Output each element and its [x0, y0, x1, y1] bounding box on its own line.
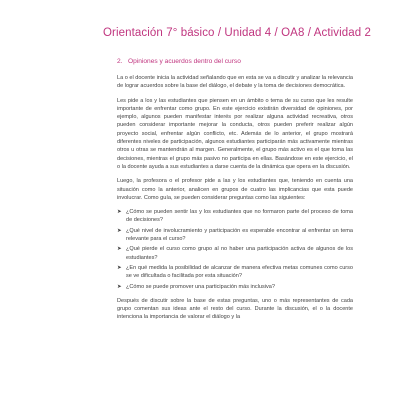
question-item [117, 283, 353, 291]
document-title: Orientación 7° básico / Unidad 4 / OA8 / Actividad 2 [103, 27, 372, 39]
question-text: ¿En qué medida la posibilidad de alcanzar de manera efectiva metas comunes como curso se ve dificultada o facilitada por esta situación? [126, 264, 353, 280]
question-text: ¿Qué pierde el curso como grupo al no haber una participación activa de algunos de los estudiantes? [126, 246, 353, 261]
closing-paragraph: Después de discutir sobre la base de estas preguntas, uno o más representantes de cada grupo comentan sus ideas ante el resto del curso. Durante la discusión, el o la docente intenciona la importancia de valorar el diálogo y la [117, 297, 353, 321]
arrow-bullet-icon: ➤ [117, 227, 122, 234]
question-text: ¿Cómo se puede promover una participación más inclusiva? [126, 283, 275, 290]
intro-paragraph: La o el docente inicia la actividad señalando que en esta se va a discutir y analizar la relevancia de lograr acuerdos sobre la base del diálogo, el debate y la toma de decisiones democrática. [117, 75, 353, 90]
question-text: ¿Cómo se pueden sentir las y los estudiantes que no formaron parte del proceso de toma de decisiones? [126, 209, 353, 224]
section-heading: 2. Opiniones y acuerdos dentro del curso [117, 58, 241, 65]
arrow-bullet-icon: ➤ [117, 264, 122, 271]
question-item [117, 245, 353, 262]
arrow-bullet-icon: ➤ [117, 209, 122, 216]
question-list [117, 208, 353, 291]
question-item [117, 208, 353, 225]
question-item [117, 264, 353, 281]
body-paragraph: Les pide a los y las estudiantes que piensen en un ámbito o tema de su curso que les resulte importante de enfrentar como grupo. En este ejercicio existirán diversidad de opiniones, por ejemplo, algunos pueden manifestar interés por realizar alguna actividad recreativa, otros pueden considerar importante mejorar la conducta, otros pueden preferir realizar algún proyecto social, enfrentar algún conflicto, etc. Además de lo anterior, el grupo mostrará diferentes niveles de participación, algunos estudiantes participarán más activamente mientras otros u otras se mantendrán al margen. Generalmente, el grupo más activo es el que toma las decisiones, mientras el grupo más pasivo no participa en ellas. Basándose en este ejercicio, el o la docente ayuda a sus estudiantes a darse cuenta de la dinámica que opera en la discusión. [117, 97, 353, 170]
arrow-bullet-icon: ➤ [117, 283, 122, 290]
arrow-bullet-icon: ➤ [117, 246, 122, 253]
document-body [117, 74, 353, 328]
question-item [117, 227, 353, 244]
body-paragraph: Luego, la profesora o el profesor pide a las y los estudiantes que, teniendo en cuenta una situación como la anterior, analicen en grupos de cuatro las implicancias que esta puede involucrar. Como guía, se pueden considerar preguntas como las siguientes: [117, 178, 353, 201]
question-text: ¿Qué nivel de involucramiento y participación es esperable encontrar al enfrentar un tema relevante para el curso? [126, 227, 353, 243]
